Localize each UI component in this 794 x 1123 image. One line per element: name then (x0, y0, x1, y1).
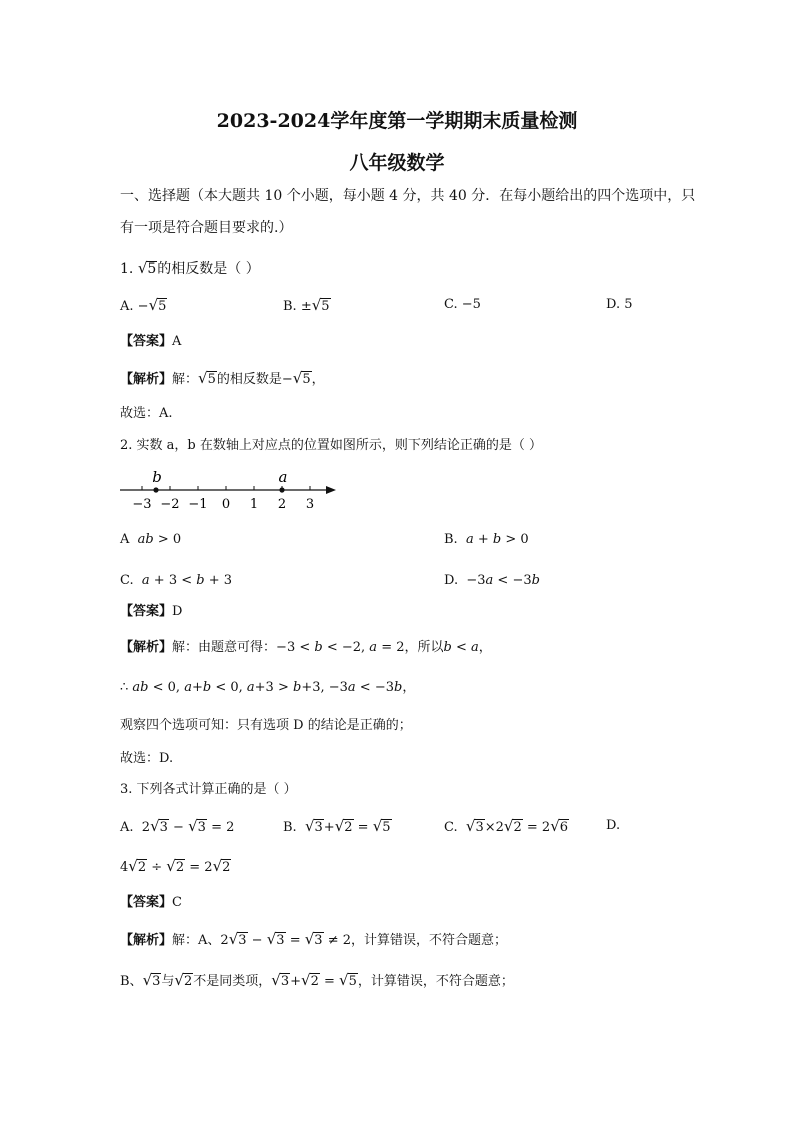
q1-stem (120, 258, 260, 279)
q1-stem-text: 的相反数是（ ） (157, 261, 260, 277)
q3-option-b: B. √3+√2 = √5 (283, 817, 391, 835)
q1-answer: 【答案】A (120, 334, 182, 349)
tick-label: −1 (188, 497, 208, 512)
q1-number: 1. (120, 261, 134, 277)
point-b (153, 487, 158, 492)
q3-stem: 3. 下列各式计算正确的是（ ） (120, 782, 297, 797)
q1-option-d: D. 5 (606, 297, 633, 312)
point-label-b: b (152, 468, 162, 486)
q3-answer: 【答案】C (120, 895, 182, 910)
q2-therefore: ∴ ab < 0, a+b < 0, a+3 > b+3, −3a < −3b， (120, 680, 416, 695)
q2-option-d: D. −3a < −3b (444, 573, 540, 588)
tick-label: 3 (305, 497, 315, 512)
q2-option-c: C. a + 3 < b + 3 (120, 573, 233, 588)
tick-label: 0 (221, 497, 231, 512)
q1-analysis: 【解析】解：√5的相反数是−√5， (120, 369, 325, 387)
q3-analysis-b: B、√3与√2不是同类项，√3+√2 = √5，计算错误，不符合题意； (120, 971, 514, 989)
q1-option-b: B. ±√5 (283, 296, 330, 314)
q2-answer: 【答案】D (120, 604, 183, 619)
q2-number-line (118, 468, 343, 516)
tick-label: −2 (160, 497, 180, 512)
q2-conclusion: 故选：D. (120, 751, 174, 766)
q3-option-d-expr: 4√2 ÷ √2 = 2√2 (120, 857, 231, 875)
section-heading-line1: 一、选择题（本大题共 10 个小题，每小题 4 分，共 40 分．在每小题给出的四个选项中，只 (120, 188, 696, 204)
q3-analysis-a: 【解析】解：A、2√3 − √3 = √3 ≠ 2，计算错误，不符合题意； (120, 930, 508, 948)
q2-stem: 2. 实数 a，b 在数轴上对应点的位置如图所示，则下列结论正确的是（ ） (120, 438, 543, 453)
q1-option-a: A. −√5 (120, 296, 167, 314)
q2-option-b: B. a + b > 0 (444, 532, 529, 547)
q2-observe: 观察四个选项可知：只有选项 D 的结论是正确的； (120, 718, 412, 733)
tick-label: 1 (249, 497, 259, 512)
q1-option-c: C. −5 (444, 297, 481, 312)
point-label-a: a (278, 468, 288, 486)
tick-label: 2 (277, 497, 287, 512)
section-heading-line2: 有一项是符合题目要求的.） (120, 220, 293, 236)
q3-option-c: C. √3×2√2 = 2√6 (444, 817, 569, 835)
q1-radical: √5 (137, 259, 157, 277)
tick-label: −3 (132, 497, 152, 512)
point-a (279, 487, 284, 492)
exam-title: 2023-2024学年度第一学期期末质量检测 (216, 110, 578, 132)
q3-option-a: A. 2√3 − √3 = 2 (120, 817, 235, 835)
exam-subtitle: 八年级数学 (349, 152, 445, 174)
q2-option-a: A ab > 0 (120, 532, 182, 547)
q3-option-d-label: D. (606, 818, 621, 833)
q1-conclusion: 故选：A. (120, 406, 173, 421)
q2-analysis: 【解析】解：由题意可得：−3 < b < −2, a = 2，所以b < a， (120, 640, 492, 655)
